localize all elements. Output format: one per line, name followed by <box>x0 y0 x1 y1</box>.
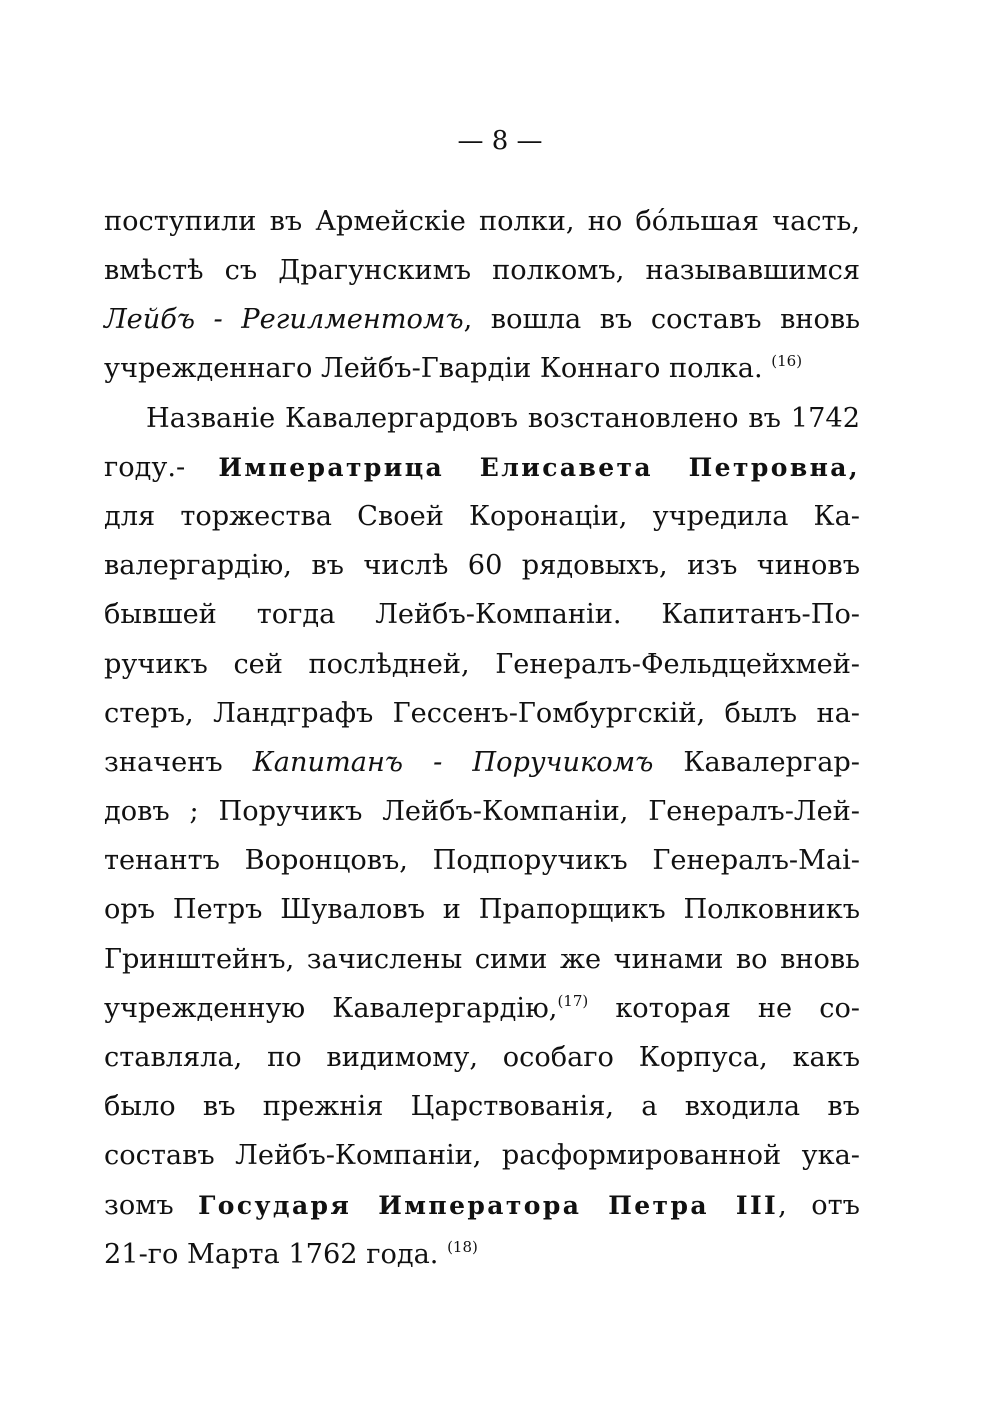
paragraph-2-line-17 <box>104 1181 860 1230</box>
paragraph-2-line-2 <box>104 443 860 492</box>
paragraph-1-line-4 <box>104 344 860 393</box>
paragraph-1-line-3 <box>104 295 860 344</box>
paragraph-2-line-8-end: Кавалергар- <box>653 746 860 778</box>
italic-regiment-name: Лейбъ - Регилментомъ <box>104 304 464 336</box>
paragraph-2-line-18-text: 21-го Марта 1762 года. <box>104 1238 439 1270</box>
paragraph-2-line-7: стеръ, Ландграфъ Гессенъ-Гомбургскій, былъ на- <box>104 697 860 729</box>
paragraph-2-line-9: довъ ; Поручикъ Лейбъ-Компаніи, Генералъ-Лей- <box>104 796 860 828</box>
paragraph-2-line-14: ставляла, по видимому, особаго Корпуса, какъ <box>104 1042 860 1073</box>
paragraph-2-line-10: тенантъ Воронцовъ, Подпоручикъ Генералъ-Маі- <box>104 845 860 877</box>
footnote-17: (17) <box>557 991 589 1010</box>
italic-captain-lieutenant: Капитанъ - Поручикомъ <box>252 746 654 778</box>
paragraph-2-line-16: составъ Лейбъ-Компаніи, расформированной ука- <box>104 1140 860 1172</box>
paragraph-2-line-8-start: значенъ <box>104 746 253 778</box>
footnote-16: (16) <box>771 352 803 371</box>
paragraph-2-line-8 <box>104 738 860 787</box>
paragraph-2-line-5: бывшей тогда Лейбъ-Компаніи. Капитанъ-По- <box>104 599 860 631</box>
paragraph-2-line-2-start: году.- <box>104 451 219 483</box>
paragraph-2-line-13-start: учрежденную Кавалергардію, <box>104 992 558 1024</box>
footnote-18: (18) <box>447 1237 478 1256</box>
paragraph-1-line-3-rest: , вошла въ составъ вновь <box>463 304 861 336</box>
paragraph-2-line-13-end: которая не со- <box>588 992 860 1024</box>
paragraph-2-line-6: ручикъ сей послѣдней, Генералъ-Фельдцейхмей- <box>104 648 860 680</box>
paragraph-1-line-4-text: учрежденнаго Лейбъ-Гвардіи Коннаго полка. <box>104 353 763 385</box>
paragraph-2-line-4: валергардію, въ числѣ 60 рядовыхъ, изъ чиновъ <box>104 550 860 582</box>
paragraph-2-line-15: было въ прежнія Царствованія, а входила въ <box>104 1091 860 1123</box>
paragraph-2-line-13 <box>104 984 860 1033</box>
paragraph-2-line-1: Названіе Кавалергардовъ возстановлено въ 1742 <box>146 402 860 434</box>
emperor-name: Государя Императора Петра III <box>198 1190 779 1220</box>
paragraph-2-line-18 <box>104 1230 860 1279</box>
paragraph-1-line-2: вмѣстѣ съ Драгунскимъ полкомъ, называвшимся <box>104 255 860 286</box>
paragraph-2-line-11: оръ Петръ Шуваловъ и Прапорщикъ Полковникъ <box>104 894 860 926</box>
paragraph-1-line-1: поступили въ Армейскіе полки, но бо́льшая часть, <box>104 206 860 237</box>
main-text <box>104 198 860 1279</box>
empress-name: Императрица Елисавета Петровна, <box>218 452 860 482</box>
paragraph-2-line-3: для торжества Своей Коронаціи, учредила Ка- <box>104 500 860 532</box>
paragraph-2-line-12: Гринштейнъ, зачислены сими же чинами во вновь <box>104 943 860 975</box>
paragraph-2-line-17-end: , отъ <box>778 1189 860 1221</box>
page-number: — 8 — <box>457 126 543 156</box>
paragraph-2-line-17-start: зомъ <box>104 1189 199 1221</box>
